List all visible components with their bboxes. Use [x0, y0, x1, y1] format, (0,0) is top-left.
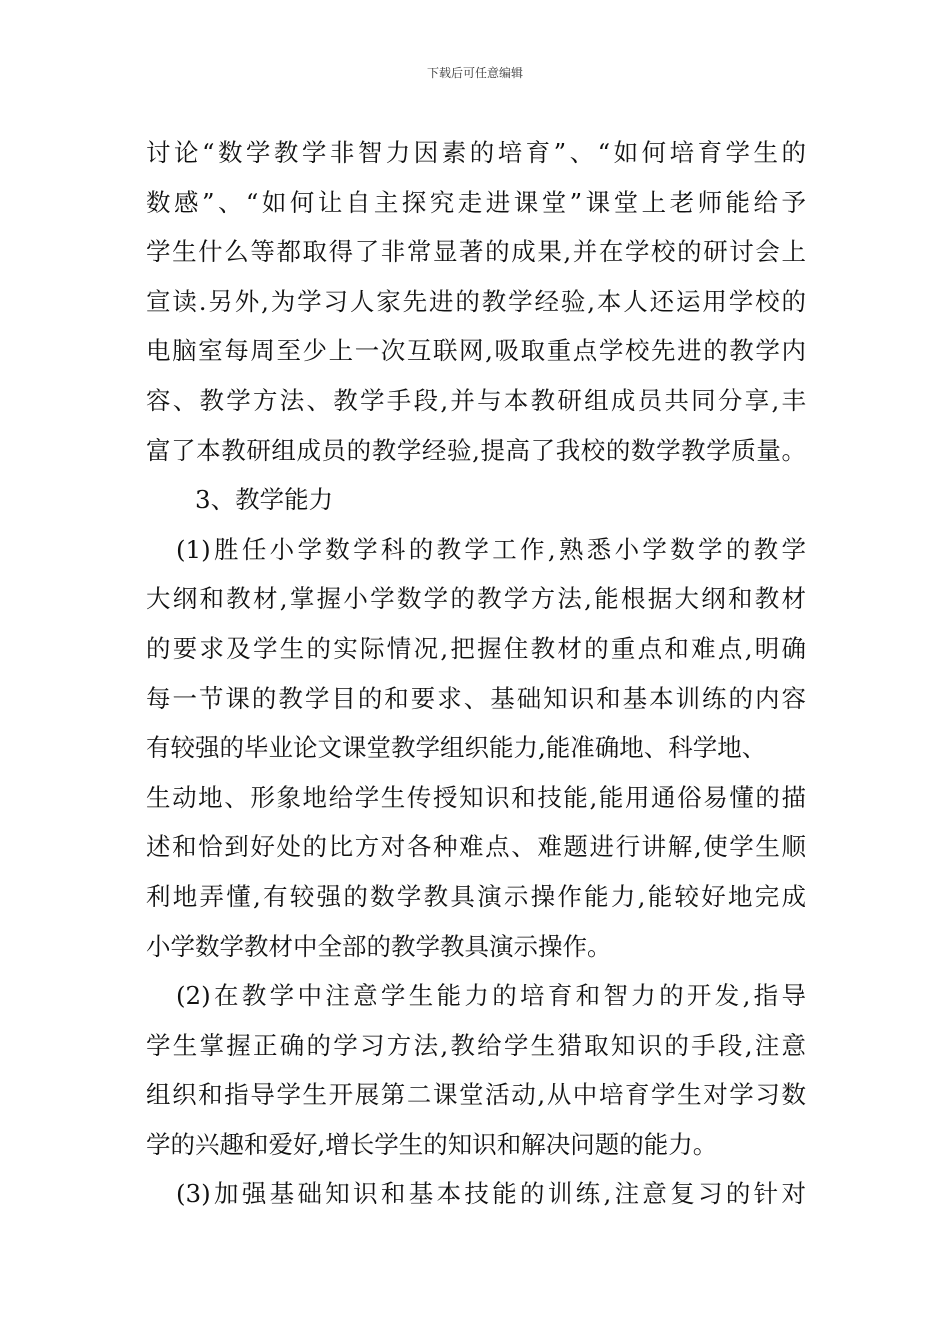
text-line: 容、教学方法、教学手段,并与本教研组成员共同分享,丰 [146, 385, 806, 415]
text-line: 数感”、“如何让自主探究走进课堂”课堂上老师能给予 [146, 187, 806, 217]
text-line: 讨论“数学教学非智力因素的培育”、“如何培育学生的 [146, 138, 806, 167]
text-line: 大纲和教材,掌握小学数学的教学方法,能根据大纲和教材 [146, 584, 806, 614]
text-line: (2)在教学中注意学生能力的培育和智力的开发,指导 [176, 981, 806, 1011]
text-line: 学生什么等都取得了非常显著的成果,并在学校的研讨会上 [146, 237, 806, 267]
text-line: 述和恰到好处的比方对各种难点、难题进行讲解,使学生顺 [146, 832, 806, 862]
text-line: 学生掌握正确的学习方法,教给学生猎取知识的手段,注意 [146, 1030, 806, 1060]
text-line: (1)胜任小学数学科的教学工作,熟悉小学数学的教学 [176, 534, 806, 564]
text-line: 每一节课的教学目的和要求、基础知识和基本训练的内容 [146, 683, 806, 713]
text-line: 富了本教研组成员的教学经验,提高了我校的数学教学质量。 [146, 435, 806, 465]
text-line: 学的兴趣和爱好,增长学生的知识和解决问题的能力。 [146, 1129, 718, 1159]
text-line: 宣读.另外,为学习人家先进的教学经验,本人还运用学校的 [146, 286, 806, 316]
text-line: 的要求及学生的实际情况,把握住教材的重点和难点,明确 [146, 633, 806, 663]
page-header: 下载后可任意编辑 [426, 66, 523, 80]
text-line: (3)加强基础知识和基本技能的训练,注意复习的针对 [176, 1179, 806, 1209]
text-line: 电脑室每周至少上一次互联网,吸取重点学校先进的教学内 [146, 336, 806, 366]
section-heading: 3、教学能力 [195, 485, 334, 515]
text-line: 生动地、形象地给学生传授知识和技能,能用通俗易懂的描 [146, 782, 806, 812]
text-line: 利地弄懂,有较强的数学教具演示操作能力,能较好地完成 [146, 881, 806, 911]
text-line: 小学数学教材中全部的教学教具演示操作。 [146, 931, 612, 961]
text-line: 有较强的毕业论文课堂教学组织能力,能准确地、科学地、 [146, 733, 767, 763]
text-line: 组织和指导学生开展第二课堂活动,从中培育学生对学习数 [146, 1080, 806, 1110]
document-body [146, 128, 806, 1219]
